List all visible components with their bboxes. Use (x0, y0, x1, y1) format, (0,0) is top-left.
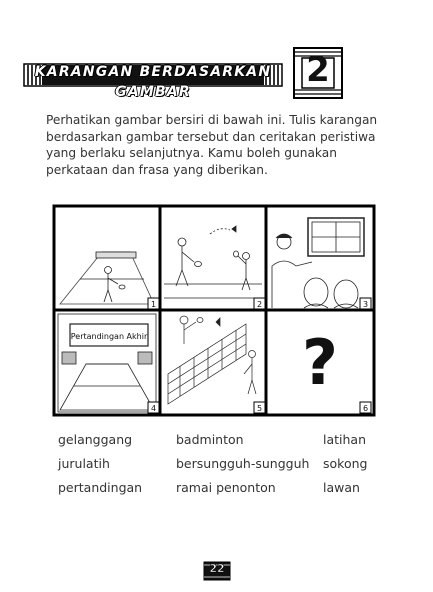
word-bank (58, 432, 388, 504)
word-row (58, 432, 388, 456)
page-number: 22 (209, 562, 225, 575)
word-item: bersungguh-sungguh (176, 456, 310, 471)
word-item: pertandingan (58, 480, 143, 495)
exercise-number: 2 (306, 50, 330, 90)
panel-number: 3 (362, 300, 369, 309)
panel-number: 5 (256, 404, 263, 413)
panel-number: 4 (150, 404, 157, 413)
word-item: lawan (323, 480, 360, 495)
page-title: KARANGAN BERDASARKAN GAMBAR (34, 64, 272, 100)
panel-number: 2 (256, 300, 263, 309)
word-item: sokong (323, 456, 368, 471)
panel-4-drawing (58, 314, 156, 412)
instructions-text: Perhatikan gambar bersiri di bawah ini. Tulis karangan berdasarkan gambar tersebut dan ceritakan peristiwa yang berlaku selanjutnya. Kamu boleh gunakan perkataan dan frasa yang diberikan. (46, 113, 378, 177)
word-item: latihan (323, 432, 367, 447)
word-item: badminton (176, 432, 244, 447)
word-row (58, 480, 388, 504)
word-item: gelanggang (58, 432, 133, 447)
comic-strip (50, 204, 378, 419)
panel-number: 1 (150, 300, 157, 309)
panel-number: 6 (362, 404, 369, 413)
word-item: jurulatih (58, 456, 110, 471)
word-item: ramai penonton (176, 480, 276, 495)
question-mark: ? (302, 326, 338, 399)
final-match-sign: Pertandingan Akhir (70, 332, 148, 341)
word-row (58, 456, 388, 480)
